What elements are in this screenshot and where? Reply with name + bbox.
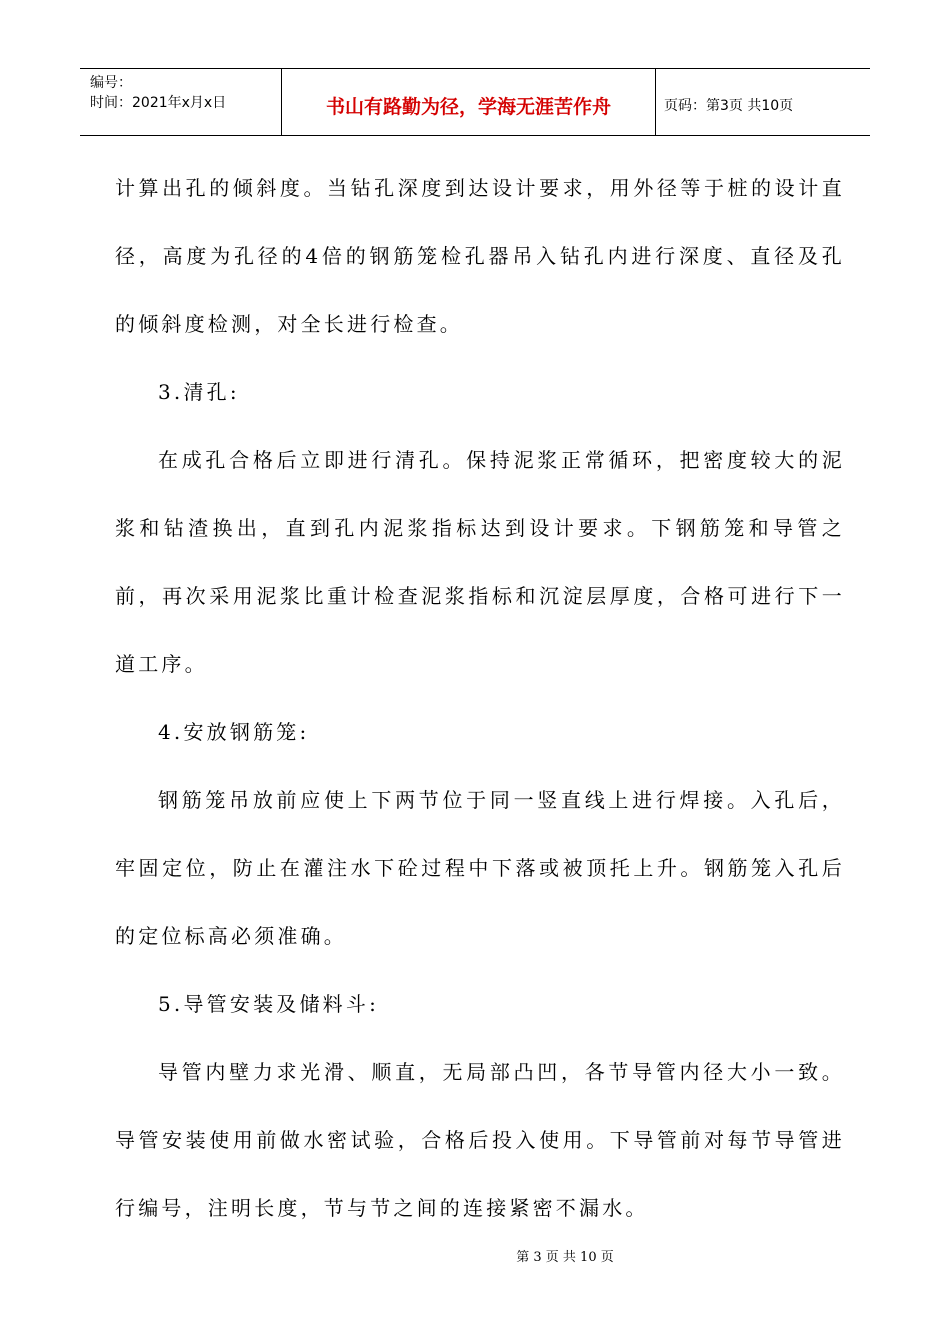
serial-number-label: 编号： [90, 75, 132, 91]
section-heading: 4.安放钢筋笼: [158, 720, 310, 744]
header-motto: 书山有路勤为径，学海无涯苦作舟 [282, 69, 656, 135]
paragraph: 钢筋笼吊放前应使上下两节位于同一竖直线上进行焊接。入孔后，牢固定位，防止在灌注水下砼过程中下落或被顶托上升。钢筋笼入孔后的定位标高必须准确。 [115, 788, 845, 948]
date-label: 时间：2021年x月x日 [90, 95, 227, 111]
paragraph: 计算出孔的倾斜度。当钻孔深度到达设计要求，用外径等于桩的设计直径，高度为孔径的4倍的钢筋笼检孔器吊入钻孔内进行深度、直径及孔的倾斜度检测，对全长进行检查。 [115, 176, 845, 336]
section-heading: 3.清孔: [158, 380, 240, 404]
header-page-info: 页码：第3页 共10页 [664, 98, 794, 114]
paragraph: 在成孔合格后立即进行清孔。保持泥浆正常循环，把密度较大的泥浆和钻渣换出，直到孔内泥浆指标达到设计要求。下钢筋笼和导管之前，再次采用泥浆比重计检查泥浆指标和沉淀层厚度，合格可进行下一道工序。 [115, 448, 845, 676]
header-meta-cell [80, 69, 282, 135]
document-header [80, 68, 870, 136]
page-footer: 第 3 页 共 10 页 [516, 1250, 614, 1265]
paragraph: 导管内壁力求光滑、顺直，无局部凸凹，各节导管内径大小一致。导管安装使用前做水密试验，合格后投入使用。下导管前对每节导管进行编号，注明长度，节与节之间的连接紧密不漏水。 [115, 1060, 845, 1220]
section-heading: 5.导管安装及储料斗: [158, 992, 380, 1016]
document-body [115, 154, 845, 1242]
